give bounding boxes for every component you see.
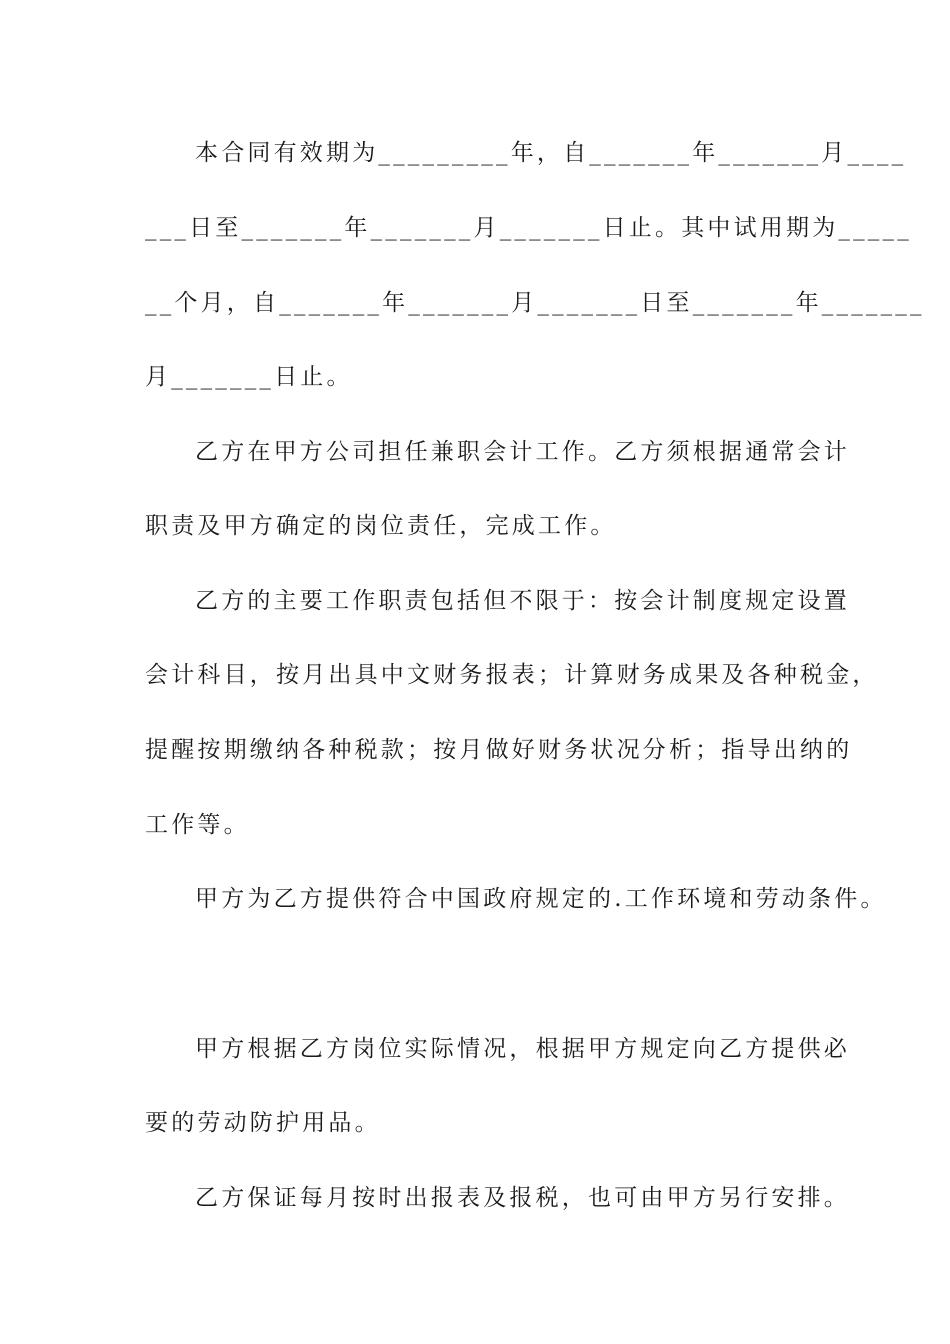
protection-paragraph-line-1: 甲方根据乙方岗位实际情况，根据甲方规定向乙方提供必	[195, 1036, 850, 1062]
duties-paragraph-line-2: 会计科目，按月出具中文财务报表；计算财务成果及各种税金，	[145, 662, 879, 688]
environment-paragraph: 甲方为乙方提供符合中国政府规定的.工作环境和劳动条件。	[195, 886, 887, 912]
position-paragraph-line-1: 乙方在甲方公司担任兼职会计工作。乙方须根据通常会计	[195, 439, 850, 465]
protection-paragraph-line-2: 要的劳动防护用品。	[145, 1110, 381, 1136]
term-paragraph-line-4: 月_______日止。	[145, 364, 353, 390]
term-paragraph-line-3: __个月，自_______年_______月_______日至_______年_______	[145, 290, 925, 316]
term-paragraph-line-2: ___日至_______年_______月_______日止。其中试用期为_____	[145, 215, 912, 241]
duties-paragraph-line-4: 工作等。	[145, 812, 250, 838]
position-paragraph-line-2: 职责及甲方确定的岗位责任，完成工作。	[145, 513, 617, 539]
duties-paragraph-line-3: 提醒按期缴纳各种税款；按月做好财务状况分析；指导出纳的	[145, 737, 853, 763]
reporting-paragraph: 乙方保证每月按时出报表及报税，也可由甲方另行安排。	[195, 1185, 850, 1211]
duties-paragraph-line-1: 乙方的主要工作职责包括但不限于：按会计制度规定设置	[195, 588, 850, 614]
term-paragraph-line-1: 本合同有效期为_________年，自_______年_______月____	[195, 140, 907, 166]
